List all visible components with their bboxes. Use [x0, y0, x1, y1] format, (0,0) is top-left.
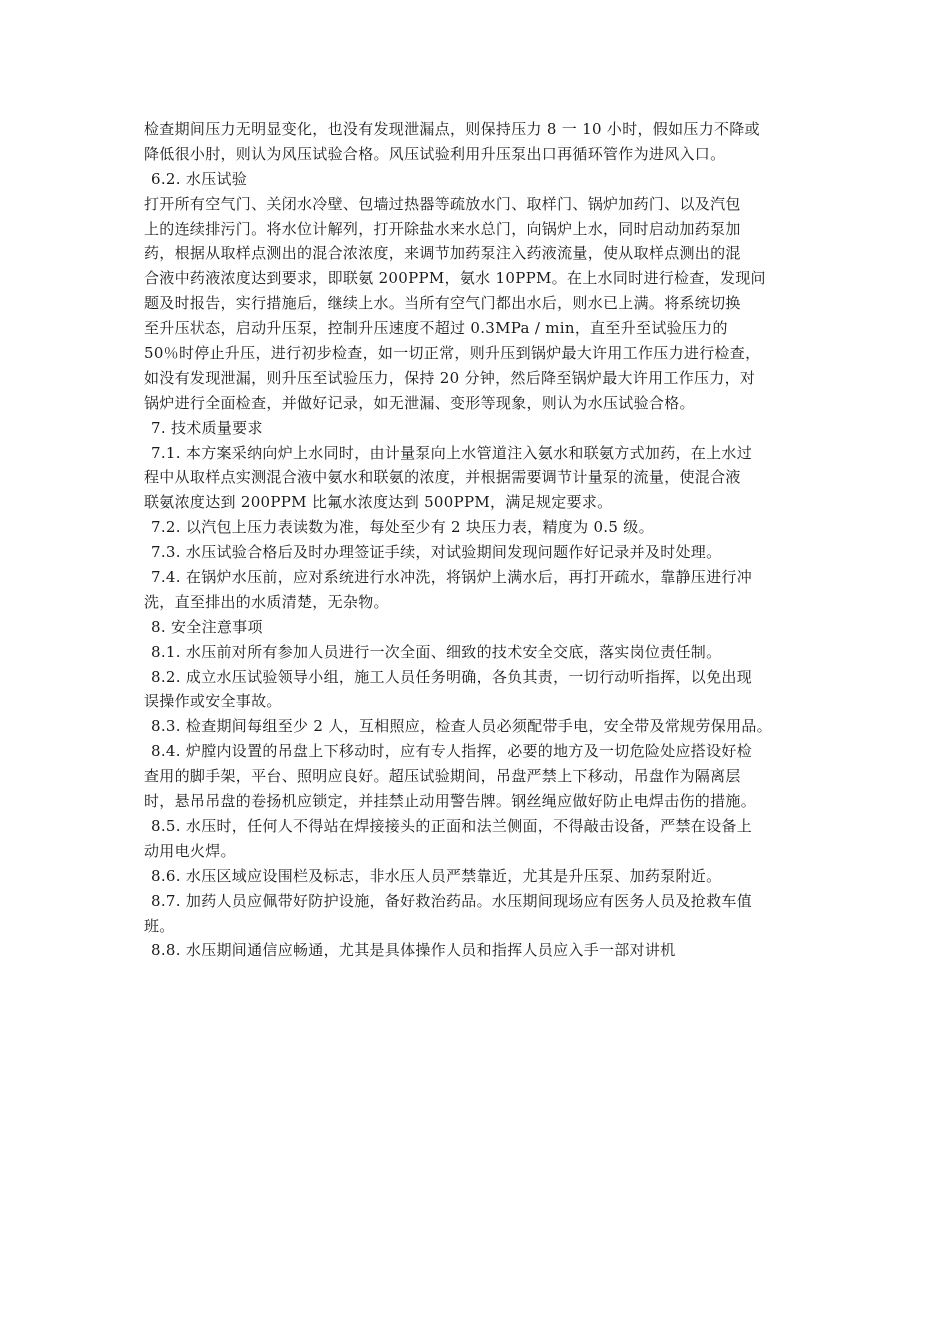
text-line: 班。 — [144, 916, 175, 935]
text-line: 误操作或安全事故。 — [144, 692, 282, 711]
text-line: 8.7. 加药人员应佩带好防护设施，备好救治药品。水压期间现场应有医务人员及抢救车值 — [151, 891, 752, 910]
text-line: 洗，直至排出的水质清楚，无杂物。 — [144, 592, 389, 611]
text-line: 药，根据从取样点测出的混合浓浓度，来调节加药泵注入药液流量，使从取样点测出的混 — [144, 244, 741, 263]
text-line: 8.4. 炉膛内设置的吊盘上下移动时，应有专人指挥，必要的地方及一切危险处应搭设好检 — [151, 742, 752, 761]
text-line: 如没有发现泄漏，则升压至试验压力，保持 20 分钟，然后降至锅炉最大许用工作压力，对 — [144, 368, 756, 387]
text-line: 7.2. 以汽包上压力表读数为准，每处至少有 2 块压力表，精度为 0.5 级。 — [151, 518, 654, 537]
text-line: 联氨浓度达到 200PPM 比氟水浓度达到 500PPM，满足规定要求。 — [144, 493, 613, 512]
text-line: 8.5. 水压时，任何人不得站在焊接接头的正面和法兰侧面，不得敲击设备，严禁在设备上 — [151, 816, 752, 835]
text-line: 锅炉进行全面检查，并做好记录，如无泄漏、变形等现象，则认为水压试验合格。 — [144, 393, 695, 412]
text-line: 题及时报告，实行措施后，继续上水。当所有空气门都出水后，则水已上满。将系统切换 — [144, 294, 741, 313]
text-line: 7.4. 在锅炉水压前，应对系统进行水冲洗，将锅炉上满水后，再打开疏水，靠静压进行冲 — [151, 568, 752, 587]
text-line: 查用的脚手架，平台、照明应良好。超压试验期间，吊盘严禁上下移动，吊盘作为隔离层 — [144, 767, 741, 786]
text-line: 动用电火焊。 — [144, 841, 236, 860]
text-line: 程中从取样点实测混合液中氨水和联氨的浓度，并根据需要调节计量泵的流量，使混合液 — [144, 468, 741, 487]
document-body — [144, 117, 816, 963]
text-line: 打开所有空气门、关闭水冷壁、包墙过热器等疏放水门、取样门、锅炉加药门、以及汽包 — [144, 194, 741, 213]
text-line: 6.2. 水压试验 — [151, 169, 248, 188]
text-line: 7.3. 水压试验合格后及时办理签证手续，对试验期间发现问题作好记录并及时处理。 — [151, 543, 722, 562]
text-line: 7.1. 本方案采纳向炉上水同时，由计量泵向上水管道注入氨水和联氨方式加药，在上水过 — [151, 443, 752, 462]
text-line: 8.3. 检查期间每组至少 2 人，互相照应，检查人员必须配带手电，安全带及常规劳保用品。 — [151, 717, 772, 736]
text-line: 8.2. 成立水压试验领导小组，施工人员任务明确，各负其责，一切行动听指挥，以免出现 — [151, 667, 752, 686]
text-line: 时，悬吊吊盘的卷扬机应锁定，并挂禁止动用警告牌。钢丝绳应做好防止电焊击伤的措施。 — [144, 792, 757, 811]
text-line: 8.8. 水压期间通信应畅通，尤其是具体操作人员和指挥人员应入手一部对讲机 — [151, 941, 676, 960]
text-line: 8. 安全注意事项 — [151, 617, 263, 636]
text-line: 上的连续排污门。将水位计解列，打开除盐水来水总门，向锅炉上水，同时启动加药泵加 — [144, 219, 741, 238]
text-line: 50％时停止升压，进行初步检查，如一切正常，则升压到锅炉最大许用工作压力进行检查， — [144, 344, 761, 363]
text-line: 降低很小肘，则认为风压试验合格。风压试验利用升压泵出口再循环管作为进风入口。 — [144, 144, 726, 163]
text-line: 至升压状态，启动升压泵，控制升压速度不超过 0.3MPa / min，直至升至试验压力的 — [144, 319, 728, 338]
text-line: 检查期间压力无明显变化，也没有发现泄漏点，则保持压力 8 一 10 小时，假如压力不降或 — [144, 120, 760, 138]
text-line: 7. 技术质量要求 — [151, 418, 263, 437]
text-line: 8.1. 水压前对所有参加人员进行一次全面、细致的技术安全交底，落实岗位责任制。 — [151, 642, 722, 661]
text-line: 合液中药液浓度达到要求，即联氨 200PPM，氨水 10PPM。在上水同时进行检查，发现问 — [144, 269, 766, 288]
text-line: 8.6. 水压区域应设围栏及标志，非水压人员严禁靠近，尤其是升压泵、加药泵附近。 — [151, 866, 722, 885]
